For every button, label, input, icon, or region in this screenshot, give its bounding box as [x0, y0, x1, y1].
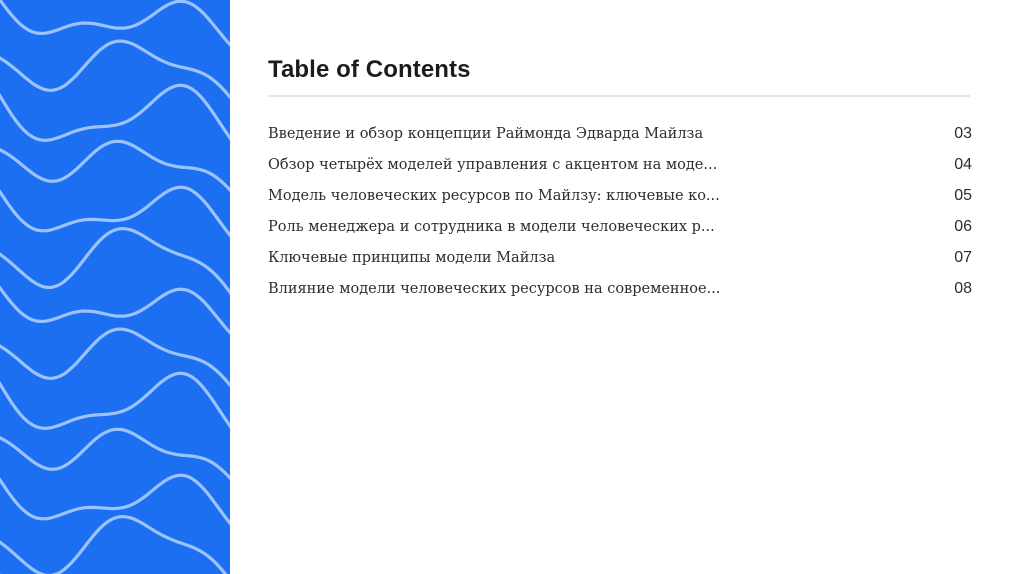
toc-item-page: 04 [954, 155, 972, 173]
toc-item[interactable] [268, 211, 972, 242]
toc-item-page: 03 [954, 124, 972, 142]
toc-divider [268, 95, 970, 97]
toc-content [268, 0, 972, 574]
toc-item[interactable] [268, 180, 972, 211]
wave-line [0, 453, 230, 546]
wave-line [0, 229, 230, 329]
wave-line [0, 66, 230, 165]
wave-line [0, 141, 230, 220]
toc-item[interactable] [268, 118, 972, 149]
toc-item-label: Обзор четырёх моделей управления с акцентом на моде... [268, 156, 718, 173]
toc-title: Table of Contents [268, 56, 471, 83]
toc-item-page: 05 [954, 186, 972, 204]
toc-item[interactable] [268, 149, 972, 180]
toc-item[interactable] [268, 242, 972, 273]
wave-line [0, 0, 230, 63]
wave-line [0, 264, 230, 350]
decorative-wave-panel [0, 0, 230, 574]
wave-line [0, 41, 230, 130]
toc-item-label: Роль менеджера и сотрудника в модели человеческих р... [268, 218, 715, 235]
toc-item-page: 07 [954, 248, 972, 266]
wave-line [0, 329, 230, 418]
toc-item-label: Влияние модели человеческих ресурсов на современное... [268, 280, 721, 297]
wave-line [0, 517, 230, 574]
toc-item[interactable] [268, 273, 972, 304]
toc-item-label: Модель человеческих ресурсов по Майлзу: ключевые ко... [268, 187, 720, 204]
wave-line [0, 429, 230, 508]
toc-item-page: 06 [954, 217, 972, 235]
toc-item-page: 08 [954, 279, 972, 297]
toc-item-label: Введение и обзор концепции Раймонда Эдварда Майлза [268, 125, 704, 142]
wave-line [0, 354, 230, 453]
wave-pattern [0, 0, 230, 574]
wave-line [0, 165, 230, 258]
toc-list [268, 118, 972, 304]
toc-item-label: Ключевые принципы модели Майлза [268, 249, 556, 266]
